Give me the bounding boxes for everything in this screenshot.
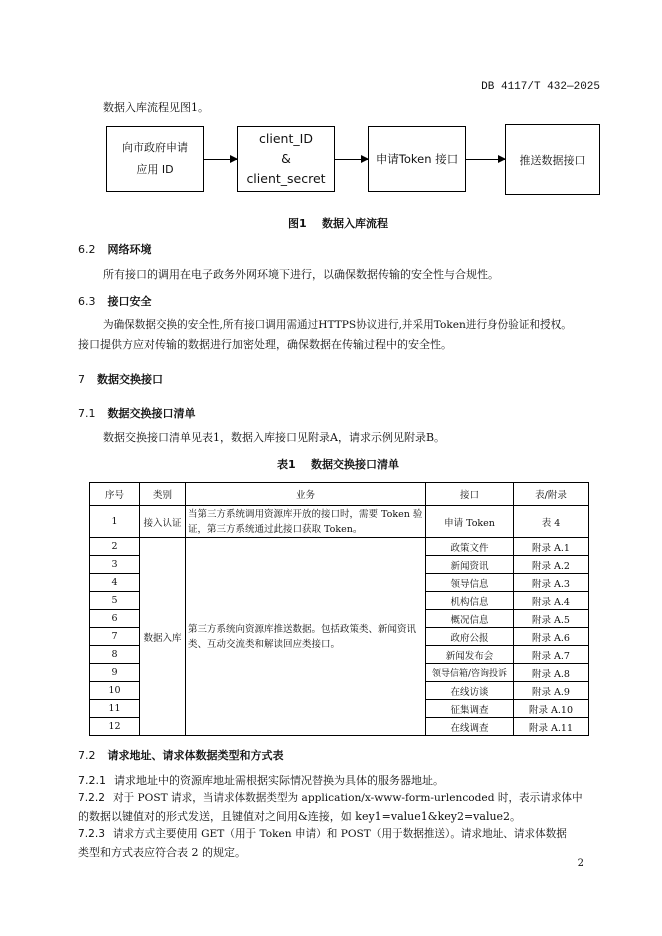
clause-7-2-3-number: 7.2.3	[78, 828, 105, 840]
section-6-2-number: 6.2	[78, 243, 96, 256]
cell-no: 7	[90, 628, 140, 646]
cell-no: 4	[90, 574, 140, 592]
flow-box-push-api	[505, 124, 600, 195]
intro-text: 数据入库流程见图1。	[103, 101, 209, 114]
cell-interface: 概况信息	[426, 610, 514, 628]
figure-caption: 图1 数据入库流程	[288, 217, 388, 230]
col-header-category: 类别	[140, 483, 186, 506]
section-6-3-number: 6.3	[78, 295, 96, 308]
flow-box-apply-id-line2: 应用 ID	[136, 163, 174, 176]
section-6-2-heading	[78, 241, 152, 257]
section-6-3-line2: 接口提供方应对传输的数据进行加密处理，确保数据在传输过程中的安全性。	[78, 338, 452, 351]
clause-7-2-3-line1: 请求方式主要使用 GET（用于 Token 申请）和 POST（用于数据推送）。请求地址、请求体数据	[112, 828, 567, 840]
cell-interface: 领导信箱/咨询投诉	[426, 664, 514, 682]
clause-7-2-2-line2: 的数据以键值对的形式发送，且键值对之间用&连接，如 key1=value1&key2=value2。	[78, 810, 522, 823]
cell-ref: 附录 A.8	[514, 664, 589, 682]
table-row	[90, 538, 589, 556]
cell-interface: 新闻发布会	[426, 646, 514, 664]
clause-7-2-3-line2: 类型和方式表应符合表 2 的规定。	[78, 846, 246, 859]
cell-interface: 机构信息	[426, 592, 514, 610]
flow-box-client-line3: client_secret	[246, 171, 326, 186]
section-6-3-line1: 为确保数据交换的安全性,所有接口调用需通过HTTPS协议进行,并采用Token进行身份验证和授权。	[103, 319, 572, 331]
table-row	[90, 506, 589, 538]
section-6-2-title: 网络环境	[107, 243, 152, 256]
cell-ref: 附录 A.3	[514, 574, 589, 592]
section-7-1-text: 数据交换接口清单见表1，数据入库接口见附录A，请求示例见附录B。	[103, 431, 446, 444]
interface-table	[89, 482, 589, 736]
flow-box-client-line1: client_ID	[259, 131, 313, 146]
section-7-number: 7	[78, 373, 85, 386]
clause-7-2-1-text: 请求地址中的资源库地址需根据实际情况替换为具体的服务器地址。	[114, 774, 444, 787]
clause-7-2-1-number: 7.2.1	[78, 774, 106, 787]
cell-interface: 政策文件	[426, 538, 514, 556]
cell-no: 10	[90, 682, 140, 700]
cell-no: 2	[90, 538, 140, 556]
section-7-heading	[78, 371, 163, 387]
cell-ref: 附录 A.9	[514, 682, 589, 700]
flow-box-apply-id-line1: 向市政府申请	[122, 141, 188, 154]
flow-box-token-api	[368, 126, 466, 192]
cell-ref: 附录 A.6	[514, 628, 589, 646]
col-header-interface: 接口	[426, 483, 514, 506]
section-7-2-title: 请求地址、请求体数据类型和方式表	[107, 749, 284, 762]
cell-ref: 附录 A.7	[514, 646, 589, 664]
section-7-2-number: 7.2	[78, 749, 96, 762]
flow-box-apply-id	[106, 126, 204, 192]
table-caption: 表1 数据交换接口清单	[277, 458, 399, 471]
page-number: 2	[577, 858, 584, 869]
cell-ref: 附录 A.1	[514, 538, 589, 556]
cell-category-merged: 数据入库	[140, 538, 186, 736]
cell-interface: 领导信息	[426, 574, 514, 592]
cell-ref: 附录 A.4	[514, 592, 589, 610]
cell-business-merged: 第三方系统向资源库推送数据。包括政策类、新闻资讯类、互动交流类和解读回应类接口。	[186, 538, 426, 736]
cell-business: 当第三方系统调用资源库开放的接口时，需要 Token 验证，第三方系统通过此接口获取 Token。	[186, 506, 426, 538]
section-7-1-heading	[78, 405, 196, 421]
cell-no: 6	[90, 610, 140, 628]
section-6-3-title: 接口安全	[107, 295, 152, 308]
cell-ref: 表 4	[514, 506, 589, 538]
cell-interface: 征集调查	[426, 700, 514, 718]
flow-box-client-line2: &	[281, 151, 291, 166]
col-header-no: 序号	[90, 483, 140, 506]
section-6-2-text: 所有接口的调用在电子政务外网环境下进行，以确保数据传输的安全性与合规性。	[103, 268, 499, 281]
clause-7-2-2-number: 7.2.2	[78, 792, 105, 804]
section-7-1-number: 7.1	[78, 407, 96, 420]
cell-ref: 附录 A.2	[514, 556, 589, 574]
standard-number: DB 4117/T 432—2025	[481, 81, 600, 93]
flow-box-client-credentials	[237, 126, 335, 192]
section-7-title: 数据交换接口	[97, 373, 163, 386]
flow-box-token-label: 申请Token 接口	[375, 152, 459, 166]
flow-arrow-2	[335, 159, 368, 160]
cell-no: 1	[90, 506, 140, 538]
cell-ref: 附录 A.11	[514, 718, 589, 736]
cell-no: 11	[90, 700, 140, 718]
clause-7-2-3	[78, 825, 567, 844]
cell-interface: 在线访谈	[426, 682, 514, 700]
cell-interface: 政府公报	[426, 628, 514, 646]
cell-interface: 申请 Token	[426, 506, 514, 538]
section-6-3-heading	[78, 293, 152, 309]
flow-arrow-1	[204, 159, 237, 160]
cell-category: 接入认证	[140, 506, 186, 538]
cell-no: 9	[90, 664, 140, 682]
section-7-2-heading	[78, 747, 284, 763]
cell-interface: 在线调查	[426, 718, 514, 736]
cell-interface: 新闻资讯	[426, 556, 514, 574]
section-7-1-title: 数据交换接口清单	[107, 407, 196, 420]
flow-arrow-3	[466, 159, 505, 160]
flow-box-push-label: 推送数据接口	[519, 153, 586, 167]
cell-no: 5	[90, 592, 140, 610]
clause-7-2-2-line1: 对于 POST 请求，当请求体数据类型为 application/x-www-form-urlencoded 时，表示请求体中	[112, 792, 583, 804]
cell-no: 3	[90, 556, 140, 574]
cell-no: 8	[90, 646, 140, 664]
col-header-business: 业务	[186, 483, 426, 506]
col-header-ref: 表/附录	[514, 483, 589, 506]
cell-no: 12	[90, 718, 140, 736]
clause-7-2-1	[78, 771, 444, 790]
clause-7-2-2	[78, 789, 583, 808]
cell-ref: 附录 A.5	[514, 610, 589, 628]
cell-ref: 附录 A.10	[514, 700, 589, 718]
